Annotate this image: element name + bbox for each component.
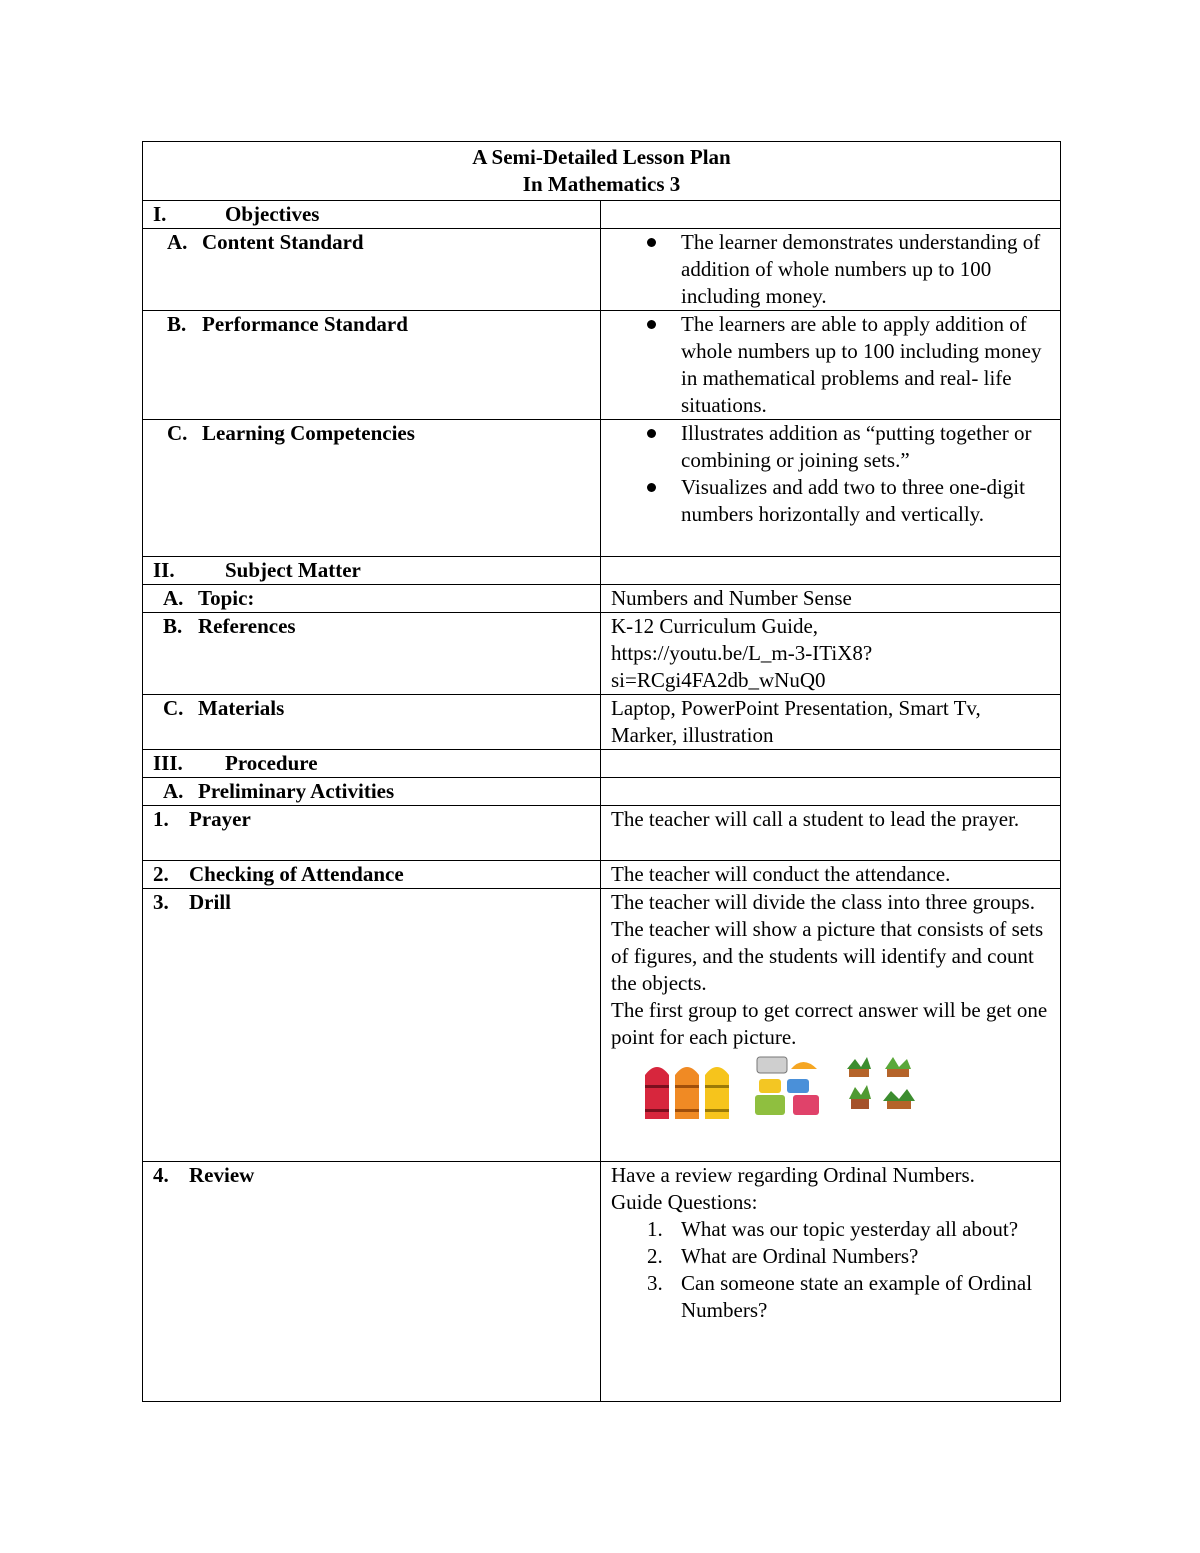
title-row [143, 142, 1061, 201]
subject-matter-row [143, 557, 1061, 585]
performance-standard-row [143, 311, 1061, 420]
materials-value-cell [601, 695, 1061, 750]
objectives-row [143, 201, 1061, 229]
topic-row [143, 585, 1061, 613]
question-text: What are Ordinal Numbers? [681, 1244, 919, 1268]
section-number: III. [153, 751, 183, 775]
objectives-heading-cell [143, 201, 601, 229]
question-number: 1. [647, 1217, 663, 1241]
list-item [647, 1216, 1050, 1243]
step-label: Prayer [189, 807, 251, 831]
reference-link[interactable]: si=RCgi4FA2db_wNuQ0 [611, 668, 826, 692]
references-row [143, 613, 1061, 695]
prayer-value-cell [601, 806, 1061, 861]
drill-illustration [641, 1055, 931, 1135]
step-number: 3. [153, 890, 169, 914]
drill-paragraph: The first group to get correct answer will be get one point for each picture. [611, 998, 1048, 1049]
prayer-label-cell [143, 806, 601, 861]
step-label: Checking of Attendance [189, 862, 404, 886]
learning-competencies-value-cell [601, 420, 1061, 557]
lesson-plan-table [142, 141, 1061, 1402]
title-line2: In Mathematics 3 [522, 172, 681, 196]
empty-cell [601, 201, 1061, 229]
drill-value-cell [601, 889, 1061, 1162]
attendance-value: The teacher will conduct the attendance. [611, 862, 951, 886]
potted-plants-illustration [847, 1057, 915, 1109]
crayons-illustration [645, 1067, 729, 1119]
section-label: Subject Matter [225, 558, 361, 582]
bullet-item: The learner demonstrates understanding of addition of whole numbers up to 100 including money. [681, 229, 1050, 310]
drill-pictures [611, 1051, 1050, 1141]
drill-paragraph: The teacher will divide the class into three groups. [611, 890, 1035, 914]
item-label: Learning Competencies [202, 421, 415, 445]
question-text: Can someone state an example of Ordinal Numbers? [681, 1271, 1033, 1322]
title-line1: A Semi-Detailed Lesson Plan [472, 145, 731, 169]
performance-standard-value-cell [601, 311, 1061, 420]
learning-competencies-label-cell [143, 420, 601, 557]
attendance-label-cell [143, 861, 601, 889]
topic-value: Numbers and Number Sense [611, 586, 852, 610]
drill-label-cell [143, 889, 601, 1162]
materials-row [143, 695, 1061, 750]
preliminary-row [143, 778, 1061, 806]
materials-value: Laptop, PowerPoint Presentation, Smart Tv, Marker, illustration [611, 696, 981, 747]
review-intro: Have a review regarding Ordinal Numbers. [611, 1163, 975, 1187]
step-label: Drill [189, 890, 231, 914]
question-text: What was our topic yesterday all about? [681, 1217, 1019, 1241]
step-number: 1. [153, 807, 169, 831]
item-label: Preliminary Activities [198, 779, 395, 803]
content-standard-value-cell [601, 229, 1061, 311]
references-label-cell [143, 613, 601, 695]
review-row [143, 1162, 1061, 1402]
item-label: Performance Standard [202, 312, 408, 336]
empty-cell [601, 750, 1061, 778]
guide-questions-list [611, 1216, 1050, 1324]
topic-label-cell [143, 585, 601, 613]
list-item [647, 1243, 1050, 1270]
drill-paragraph: The teacher will show a picture that consists of sets of figures, and the students will identify and count the objects. [611, 917, 1044, 995]
bullet-item: The learners are able to apply addition of whole numbers up to 100 including money in mathematical problems and real- life situations. [681, 311, 1050, 419]
attendance-value-cell [601, 861, 1061, 889]
question-number: 3. [647, 1271, 663, 1295]
item-letter: A. [167, 230, 188, 254]
item-label: Materials [198, 696, 285, 720]
prayer-row [143, 806, 1061, 861]
materials-label-cell [143, 695, 601, 750]
review-label-cell [143, 1162, 601, 1402]
section-number: I. [153, 202, 167, 226]
item-letter: A. [163, 779, 184, 803]
step-label: Review [189, 1163, 255, 1187]
drill-row [143, 889, 1061, 1162]
item-letter: A. [163, 586, 184, 610]
section-label: Procedure [225, 751, 318, 775]
procedure-heading-cell [143, 750, 601, 778]
reference-line: K-12 Curriculum Guide, [611, 614, 819, 638]
procedure-row [143, 750, 1061, 778]
performance-standard-label-cell [143, 311, 601, 420]
reference-link[interactable]: https://youtu.be/L_m-3-ITiX8? [611, 641, 873, 665]
item-label: Content Standard [202, 230, 364, 254]
topic-value-cell [601, 585, 1061, 613]
empty-cell [601, 778, 1061, 806]
bags-illustration [755, 1057, 819, 1115]
item-letter: C. [163, 696, 184, 720]
question-number: 2. [647, 1244, 663, 1268]
item-label: Topic: [198, 586, 255, 610]
item-letter: B. [167, 312, 187, 336]
preliminary-label-cell [143, 778, 601, 806]
item-letter: B. [163, 614, 183, 638]
prayer-value: The teacher will call a student to lead the prayer. [611, 807, 1020, 831]
section-number: II. [153, 558, 175, 582]
subject-matter-heading-cell [143, 557, 601, 585]
bullet-item: Visualizes and add two to three one-digit numbers horizontally and vertically. [681, 474, 1050, 528]
step-number: 2. [153, 862, 169, 886]
list-item [647, 1270, 1050, 1324]
item-letter: C. [167, 421, 188, 445]
review-value-cell [601, 1162, 1061, 1402]
references-value-cell [601, 613, 1061, 695]
empty-cell [601, 557, 1061, 585]
step-number: 4. [153, 1163, 169, 1187]
title-cell [143, 142, 1061, 201]
item-label: References [198, 614, 296, 638]
content-standard-label-cell [143, 229, 601, 311]
attendance-row [143, 861, 1061, 889]
bullet-item: Illustrates addition as “putting together or combining or joining sets.” [681, 420, 1050, 474]
content-standard-row [143, 229, 1061, 311]
guide-questions-label: Guide Questions: [611, 1190, 758, 1214]
learning-competencies-row [143, 420, 1061, 557]
section-label: Objectives [225, 202, 320, 226]
